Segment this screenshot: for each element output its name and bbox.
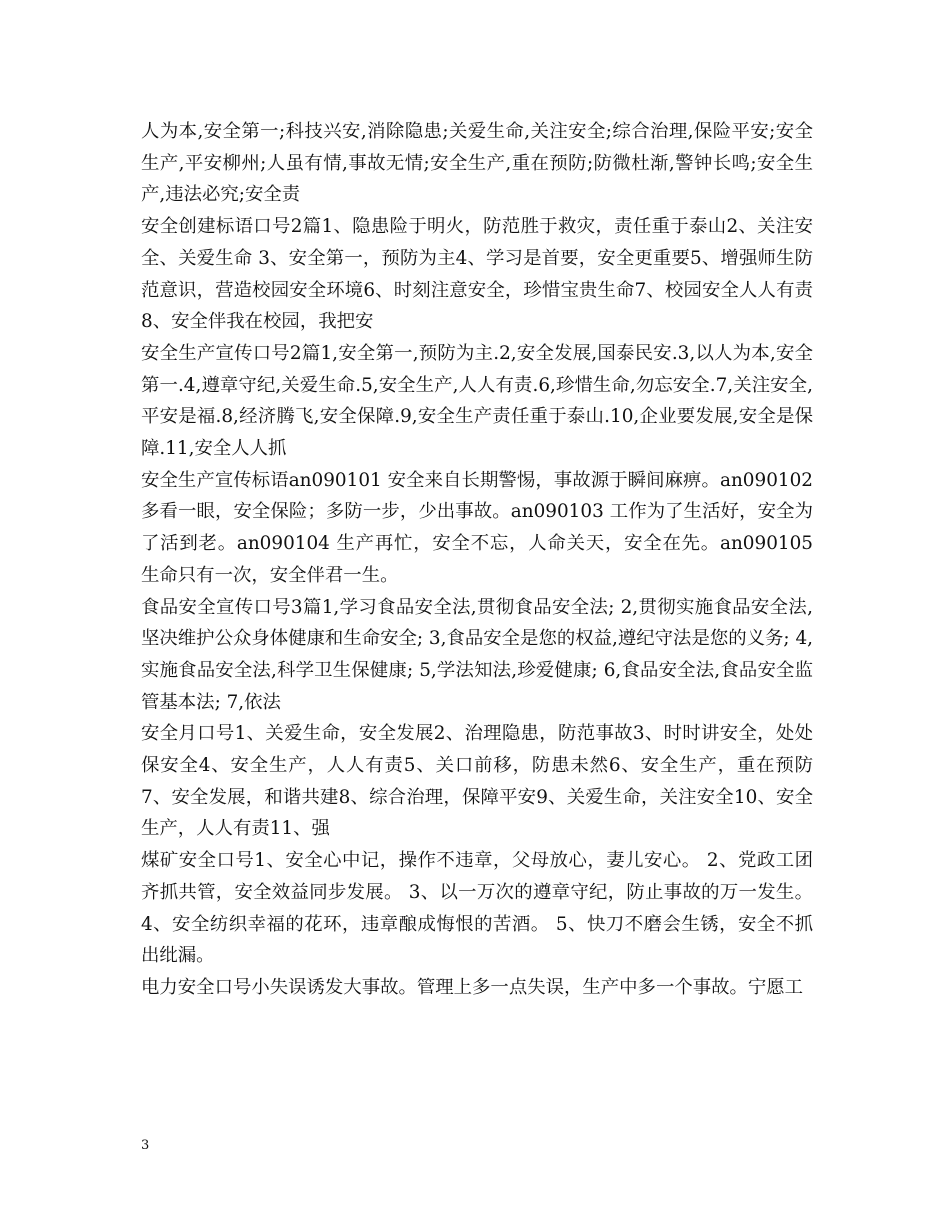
paragraph-campus-safety-slogans: 安全创建标语口号2篇1、隐患险于明火，防范胜于救灾，责任重于泰山2、关注安全、关爱生命 3、安全第一，预防为主4、学习是首要，安全更重要5、增强师生防范意识，营造校园安全环境6、时刻注意安全，珍惜宝贵生命7、校园安全人人有责8、安全伴我在校园，我把安	[141, 216, 813, 333]
paragraph-production-safety-slogans: 安全生产宣传口号2篇1,安全第一,预防为主.2,安全发展,国泰民安.3,以人为本,安全第一.4,遵章守纪,关爱生命.5,安全生产,人人有责.6,珍惜生命,勿忘安全.7,关注安全,平安是福.8,经济腾飞,安全保障.9,安全生产责任重于泰山.10,企业要发展,安全是保障.11,安全人人抓	[141, 342, 813, 460]
paragraph-food-safety-slogans: 食品安全宣传口号3篇1,学习食品安全法,贯彻食品安全法; 2,贯彻实施食品安全法,坚决维护公众身体健康和生命安全; 3,食品安全是您的权益,遵纪守法是您的义务; 4,实施食品安全法,科学卫生保健康; 5,学法知法,珍爱健康; 6,食品安全法,食品安全监管基本法; 7,依法	[141, 596, 813, 713]
paragraph-safety-month-slogans: 安全月口号1、关爱生命，安全发展2、治理隐患，防范事故3、时时讲安全，处处保安全4、安全生产，人人有责5、关口前移，防患未然6、安全生产，重在预防7、安全发展，和谐共建8、综合治理，保障平安9、关爱生命，关注安全10、安全生产，人人有责11、强	[141, 723, 813, 840]
paragraph-coal-mine-safety-slogans: 煤矿安全口号1、安全心中记，操作不违章，父母放心，妻儿安心。 2、党政工团齐抓共管，安全效益同步发展。 3、以一万次的遵章守纪，防止事故的万一发生。4、安全纺织幸福的花环，违章酿成悔恨的苦酒。 5、快刀不磨会生锈，安全不抓出纰漏。	[141, 850, 813, 967]
document-body	[141, 116, 813, 1004]
paragraph-power-safety-slogans: 电力安全口号小失误诱发大事故。管理上多一点失误，生产中多一个事故。宁愿工	[141, 976, 804, 998]
paragraph-safety-slogans-liuzhou: 人为本,安全第一;科技兴安,消除隐患;关爱生命,关注安全;综合治理,保险平安;安全生产,平安柳州;人虽有情,事故无情;安全生产,重在预防;防微杜渐,警钟长鸣;安全生产,违法必究;安全责	[141, 121, 813, 206]
page-number: 3	[141, 1138, 150, 1153]
paragraph-production-safety-banners: 安全生产宣传标语an090101 安全来自长期警惕，事故源于瞬间麻痹。an090102 多看一眼，安全保险；多防一步，少出事故。an090103 工作为了生活好，安全为了活到老。an090104 生产再忙，安全不忘，人命关天，安全在先。an090105 生命只有一次，安全伴君一生。	[141, 469, 813, 586]
